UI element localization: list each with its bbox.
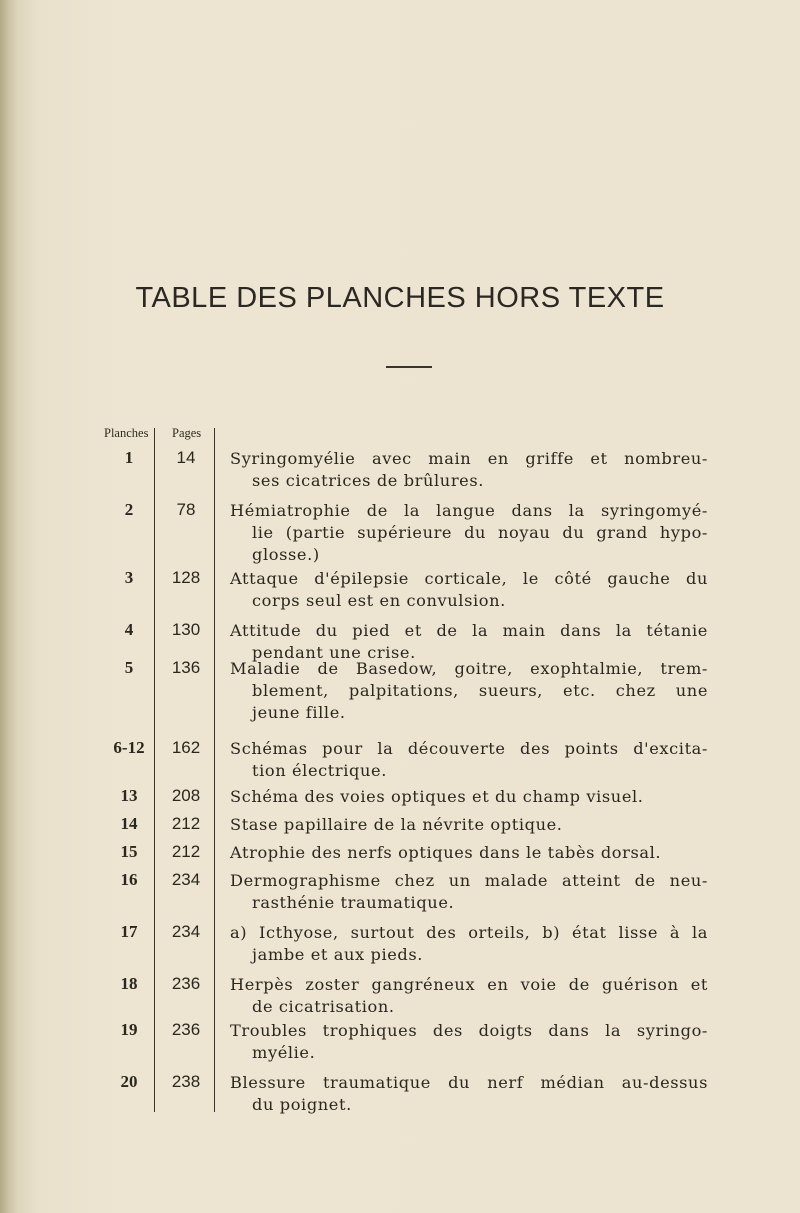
plate-number: 19 [120,1020,138,1039]
description-line: Maladie de Basedow, goitre, exophtalmie, trem- [230,659,708,678]
description-line: Herpès zoster gangréneux en voie de guérison et [230,975,708,994]
description-line: Stase papillaire de la névrite optique. [230,815,563,834]
plate-number: 18 [120,974,138,993]
plate-description [230,658,708,724]
description-line: du poignet. [252,1095,352,1114]
page-number: 234 [171,870,201,889]
description-line: Schémas pour la découverte des points d'excita- [230,739,708,758]
plate-number: 13 [120,786,138,805]
plate-number: 20 [120,1072,138,1091]
plate-number: 1 [124,448,134,467]
page-title: TABLE DES PLANCHES HORS TEXTE [135,282,665,314]
plate-number: 6-12 [113,738,145,757]
plate-number: 15 [120,842,138,861]
plate-description [230,500,708,566]
description-line: de cicatrisation. [252,997,395,1016]
plate-number: 16 [120,870,138,889]
plate-number: 14 [120,814,138,833]
title-divider [386,366,432,368]
description-line: blement, palpitations, sueurs, etc. chez une [252,681,708,700]
page-number: 136 [171,658,201,677]
description-line: jambe et aux pieds. [252,945,424,964]
description-line: Hémiatrophie de la langue dans la syringomyé- [230,501,708,520]
description-line: Blessure traumatique du nerf médian au-dessus [230,1073,708,1092]
description-line: Schéma des voies optiques et du champ visuel. [230,787,644,806]
page-number: 236 [171,974,201,993]
plate-number: 17 [120,922,138,941]
description-line: Dermographisme chez un malade atteint de neu- [230,871,708,890]
plate-description [230,568,708,612]
description-line: Attaque d'épilepsie corticale, le côté gauche du [230,569,708,588]
description-line: Atrophie des nerfs optiques dans le tabès dorsal. [230,843,662,862]
plate-number: 2 [124,500,134,519]
description-line: myélie. [252,1043,316,1062]
description-line: a) Icthyose, surtout des orteils, b) état lisse à la [230,923,708,942]
page-number: 212 [171,814,201,833]
page-number: 236 [171,1020,201,1039]
column-divider-1 [154,428,155,1112]
plate-description [230,922,708,966]
description-line: Troubles trophiques des doigts dans la syringo- [230,1021,708,1040]
plate-description [230,1072,708,1116]
description-line: Attitude du pied et de la main dans la tétanie [230,621,708,640]
page-number: 234 [171,922,201,941]
plate-description [230,786,708,808]
column-header-pages: Pages [172,426,202,440]
plate-description [230,974,708,1018]
page-edge-shadow [0,0,18,1213]
description-line: glosse.) [252,545,320,564]
plate-description [230,842,708,864]
page-number: 78 [176,500,196,519]
page-number: 128 [171,568,201,587]
plate-description [230,1020,708,1064]
description-line: pendant une crise. [252,643,416,662]
plate-number: 5 [124,658,134,677]
page-number: 162 [171,738,201,757]
column-header-planches: Planches [104,426,149,440]
page-number: 130 [171,620,201,639]
page-number: 238 [171,1072,201,1091]
page-number: 208 [171,786,201,805]
description-line: jeune fille. [252,703,346,722]
page-number: 14 [176,448,196,467]
description-line: lie (partie supérieure du noyau du grand hypo- [252,523,708,542]
plate-description [230,448,708,492]
description-line: Syringomyélie avec main en griffe et nombreu- [230,449,708,468]
page-number: 212 [171,842,201,861]
description-line: rasthénie traumatique. [252,893,455,912]
description-line: tion électrique. [252,761,387,780]
plate-description [230,738,708,782]
description-line: ses cicatrices de brûlures. [252,471,485,490]
plate-description [230,870,708,914]
plate-number: 3 [124,568,134,587]
plate-description [230,814,708,836]
description-line: corps seul est en convulsion. [252,591,506,610]
column-divider-2 [214,428,215,1112]
plate-number: 4 [124,620,134,639]
